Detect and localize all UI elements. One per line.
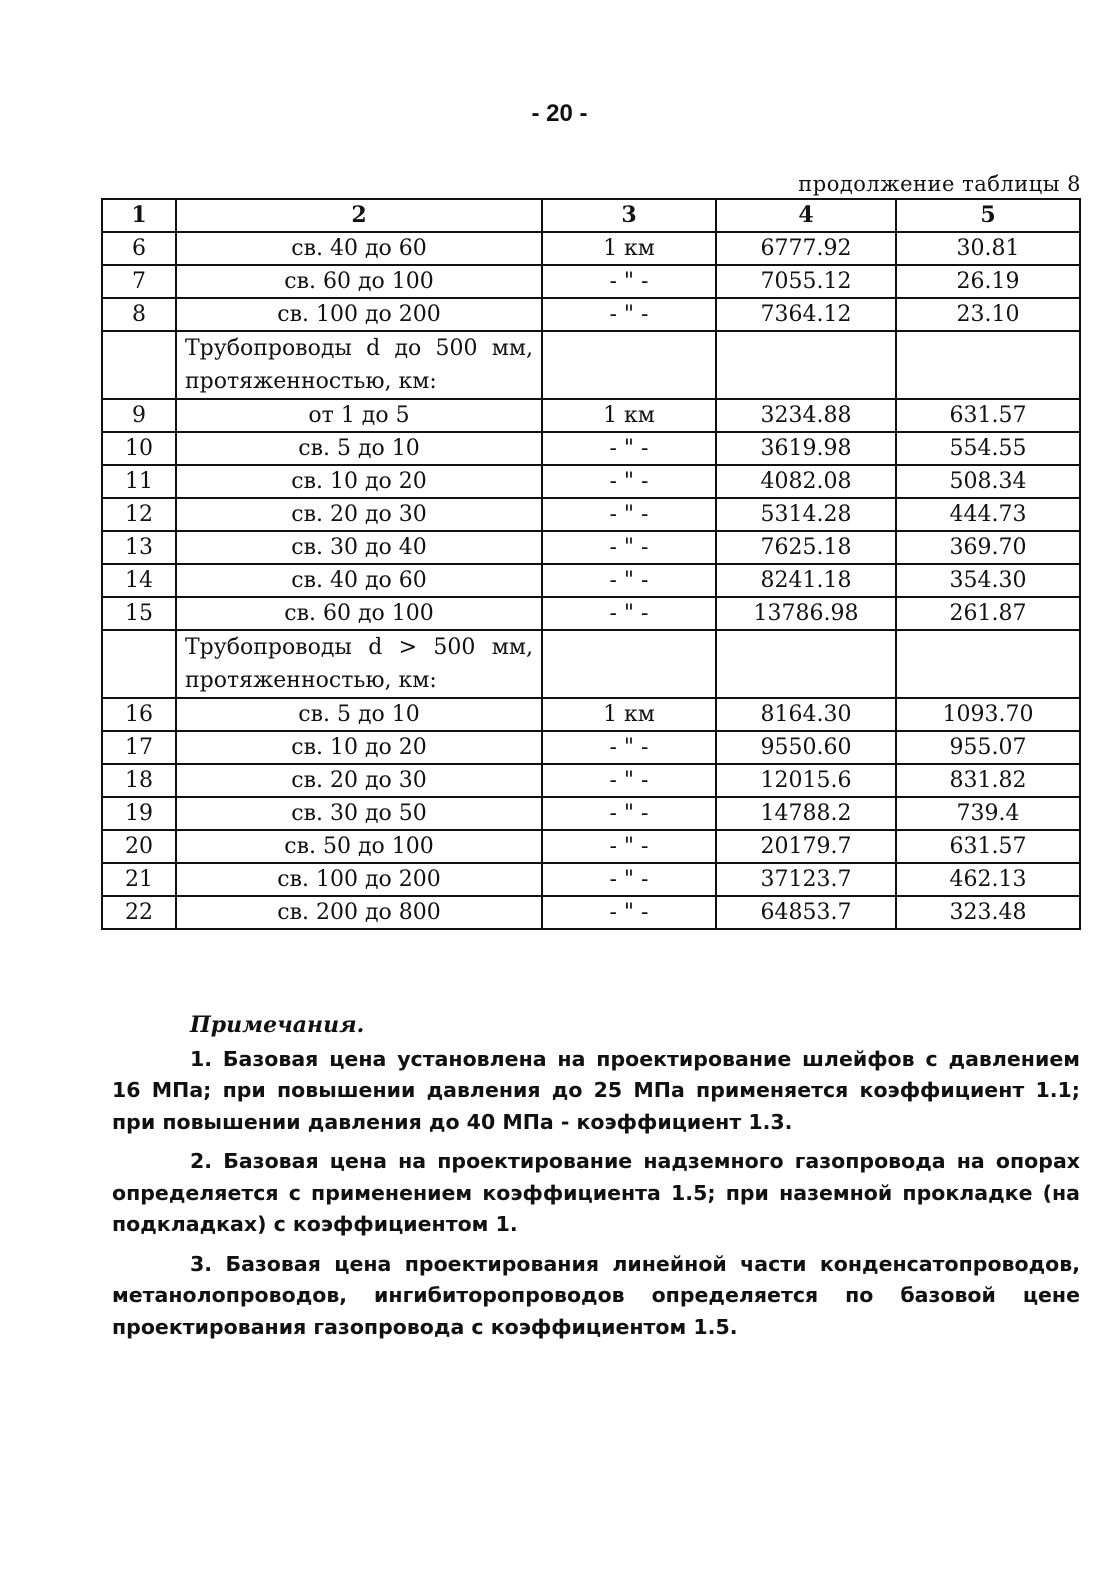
table-cell: св. 5 до 10 — [176, 698, 542, 731]
price-table — [101, 198, 1081, 930]
table-cell: 64853.7 — [716, 896, 896, 929]
table-cell: - " - — [542, 830, 716, 863]
table-cell: св. 30 до 50 — [176, 797, 542, 830]
table-cell: 19 — [102, 797, 176, 830]
table-row — [102, 698, 1080, 731]
table-cell-empty — [896, 331, 1080, 399]
table-cell: 8164.30 — [716, 698, 896, 731]
table-cell: св. 200 до 800 — [176, 896, 542, 929]
table-cell: св. 100 до 200 — [176, 863, 542, 896]
table-cell: 13786.98 — [716, 597, 896, 630]
table-cell: - " - — [542, 298, 716, 331]
table-cell: - " - — [542, 498, 716, 531]
table-cell: 369.70 — [896, 531, 1080, 564]
table-cell-empty — [102, 331, 176, 399]
table-cell: св. 30 до 40 — [176, 531, 542, 564]
table-header-row — [102, 199, 1080, 232]
table-cell: от 1 до 5 — [176, 399, 542, 432]
table-cell: 3234.88 — [716, 399, 896, 432]
table-cell: 3619.98 — [716, 432, 896, 465]
table-cell: 17 — [102, 731, 176, 764]
table-row — [102, 531, 1080, 564]
table-cell: 5314.28 — [716, 498, 896, 531]
table-cell: - " - — [542, 265, 716, 298]
table-cell: 261.87 — [896, 597, 1080, 630]
table-cell: - " - — [542, 896, 716, 929]
table-cell: 7364.12 — [716, 298, 896, 331]
table-cell: 10 — [102, 432, 176, 465]
table-row — [102, 896, 1080, 929]
table-cell-empty — [542, 331, 716, 399]
table-cell: - " - — [542, 432, 716, 465]
table-cell: 354.30 — [896, 564, 1080, 597]
table-section-row — [102, 331, 1080, 399]
table-cell-empty — [716, 630, 896, 698]
table-cell: 462.13 — [896, 863, 1080, 896]
table-cell: 9 — [102, 399, 176, 432]
table-cell-empty — [896, 630, 1080, 698]
table-cell: св. 20 до 30 — [176, 498, 542, 531]
table-cell: - " - — [542, 863, 716, 896]
table-cell: св. 5 до 10 — [176, 432, 542, 465]
table-cell-empty — [716, 331, 896, 399]
table-cell: 4082.08 — [716, 465, 896, 498]
table-cell: 23.10 — [896, 298, 1080, 331]
notes-section — [112, 1010, 1080, 1351]
table-continuation-label: продолжение таблицы 8 — [798, 172, 1081, 196]
table-row — [102, 465, 1080, 498]
table-row — [102, 797, 1080, 830]
table-cell: 739.4 — [896, 797, 1080, 830]
column-header: 4 — [716, 199, 896, 232]
table-row — [102, 597, 1080, 630]
table-cell: 631.57 — [896, 830, 1080, 863]
table-cell: св. 60 до 100 — [176, 597, 542, 630]
note-item: 1. Базовая цена установлена на проектирование шлейфов с давлением 16 МПа; при повышении давления до 25 МПа применяется коэффициент 1.1; при повышении давления до 40 МПа - коэффициент 1.3. — [112, 1046, 1080, 1134]
table-cell: св. 20 до 30 — [176, 764, 542, 797]
table-cell: 9550.60 — [716, 731, 896, 764]
table-cell: - " - — [542, 797, 716, 830]
table-row — [102, 863, 1080, 896]
table-cell: 20 — [102, 830, 176, 863]
notes-title: Примечания. — [190, 1012, 365, 1038]
table-cell: 7 — [102, 265, 176, 298]
table-cell: - " - — [542, 564, 716, 597]
table-cell: 37123.7 — [716, 863, 896, 896]
table-row — [102, 399, 1080, 432]
table-cell: св. 40 до 60 — [176, 564, 542, 597]
column-header: 3 — [542, 199, 716, 232]
table-cell: 508.34 — [896, 465, 1080, 498]
table-cell: 323.48 — [896, 896, 1080, 929]
table-row — [102, 232, 1080, 265]
table-cell: 14 — [102, 564, 176, 597]
table-cell: 1 км — [542, 399, 716, 432]
column-header: 1 — [102, 199, 176, 232]
table-row — [102, 498, 1080, 531]
column-header: 5 — [896, 199, 1080, 232]
table-row — [102, 298, 1080, 331]
table-cell: 16 — [102, 698, 176, 731]
table-cell: 18 — [102, 764, 176, 797]
section-title-cell: Трубопроводы d > 500 мм, протяженностью, км: — [176, 630, 542, 698]
note-item: 3. Базовая цена проектирования линейной части конденсатопроводов, метанолопроводов, ингибиторопроводов определяется по базовой цене проектирования газопровода с коэффициентом 1.5. — [112, 1251, 1080, 1339]
table-cell: 554.55 — [896, 432, 1080, 465]
table-cell: св. 100 до 200 — [176, 298, 542, 331]
table-cell: 1 км — [542, 232, 716, 265]
table-cell: - " - — [542, 764, 716, 797]
table-cell: 12 — [102, 498, 176, 531]
table-row — [102, 830, 1080, 863]
table-cell: 1093.70 — [896, 698, 1080, 731]
table-cell: 6777.92 — [716, 232, 896, 265]
table-cell: 8241.18 — [716, 564, 896, 597]
table-cell-empty — [102, 630, 176, 698]
page-number: - 20 - — [531, 100, 588, 127]
column-header: 2 — [176, 199, 542, 232]
table-row — [102, 564, 1080, 597]
table-cell: 7055.12 — [716, 265, 896, 298]
table-cell: 8 — [102, 298, 176, 331]
section-title-cell: Трубопроводы d до 500 мм, протяженностью, км: — [176, 331, 542, 399]
table-cell: 6 — [102, 232, 176, 265]
table-cell: - " - — [542, 731, 716, 764]
table-cell: 26.19 — [896, 265, 1080, 298]
table-cell: 7625.18 — [716, 531, 896, 564]
table-cell: 15 — [102, 597, 176, 630]
table-cell: св. 60 до 100 — [176, 265, 542, 298]
table-cell: 20179.7 — [716, 830, 896, 863]
table-cell: 831.82 — [896, 764, 1080, 797]
table-cell: 1 км — [542, 698, 716, 731]
table-section-row — [102, 630, 1080, 698]
note-item: 2. Базовая цена на проектирование надземного газопровода на опорах определяется с применением коэффициента 1.5; при наземной прокладке (на подкладках) с коэффициентом 1. — [112, 1149, 1080, 1236]
table-cell: 14788.2 — [716, 797, 896, 830]
table-cell: св. 50 до 100 — [176, 830, 542, 863]
table-cell: 631.57 — [896, 399, 1080, 432]
table-cell: св. 40 до 60 — [176, 232, 542, 265]
table-row — [102, 265, 1080, 298]
table-cell: 21 — [102, 863, 176, 896]
table-cell: 13 — [102, 531, 176, 564]
table-body — [102, 232, 1080, 929]
table-row — [102, 432, 1080, 465]
table-cell: св. 10 до 20 — [176, 465, 542, 498]
table-cell: 12015.6 — [716, 764, 896, 797]
table-cell: 444.73 — [896, 498, 1080, 531]
table-cell: - " - — [542, 597, 716, 630]
table-row — [102, 764, 1080, 797]
table-cell-empty — [542, 630, 716, 698]
table-cell: - " - — [542, 531, 716, 564]
table-cell: 955.07 — [896, 731, 1080, 764]
table-cell: - " - — [542, 465, 716, 498]
table-cell: 11 — [102, 465, 176, 498]
table-cell: св. 10 до 20 — [176, 731, 542, 764]
table-row — [102, 731, 1080, 764]
table-cell: 22 — [102, 896, 176, 929]
table-cell: 30.81 — [896, 232, 1080, 265]
